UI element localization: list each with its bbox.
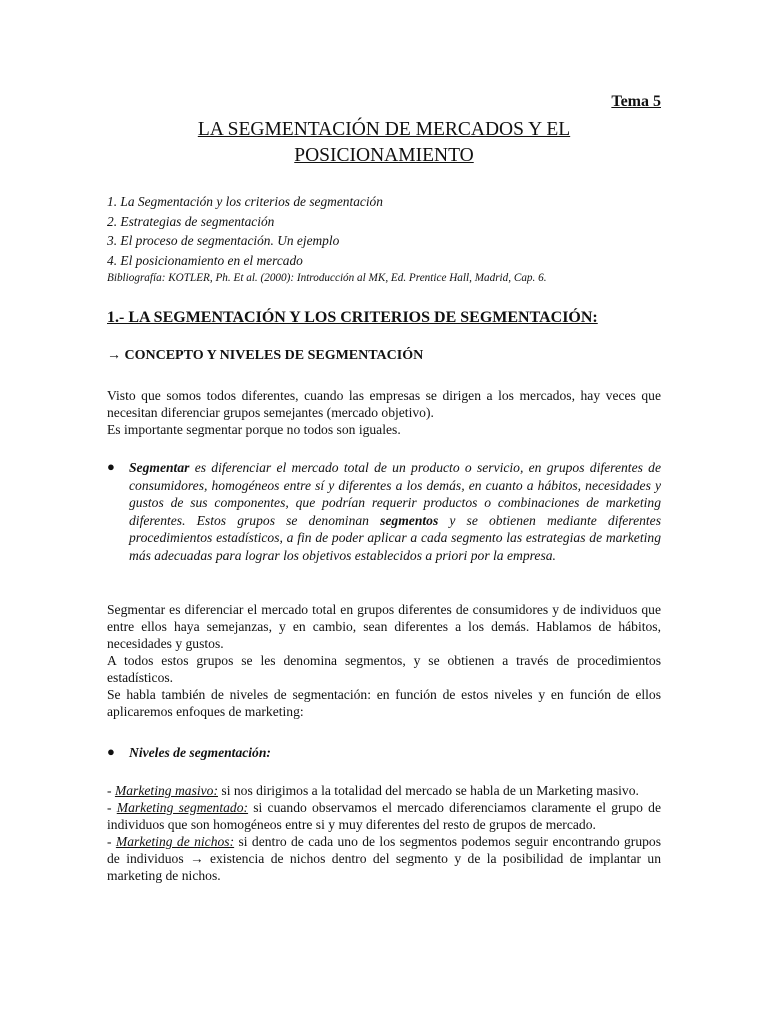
definition-part-1: es diferenciar el mercado total de un producto o servicio, en grupos diferentes de consumidores, homogéneos entre sí y diferentes a los demás, en cuanto a hábitos, necesidades y gustos de sus componentes, que podrían requerir productos o combinaciones de marketing diferentes. Estos grupos se denominan xyxy=(129,460,661,528)
term-segmentos: segmentos xyxy=(380,512,439,528)
bullet-icon: ● xyxy=(107,744,115,759)
explanation-paragraph xyxy=(107,601,661,720)
level-item xyxy=(107,782,661,799)
explanation-line: Se habla también de niveles de segmentación: en función de estos niveles y en función de ellos aplicaremos enfoques de marketing: xyxy=(107,687,661,719)
level-term: Marketing segmentado: xyxy=(116,800,249,815)
topic-number: Tema 5 xyxy=(611,93,661,110)
explanation-line: Segmentar es diferenciar el mercado total en grupos diferentes de consumidores y de individuos que entre ellos haya semejanzas, y en cambio, sean diferentes a los demás. Hablamos de hábitos, necesidades y gustos. xyxy=(107,602,661,651)
toc-item: 1. La Segmentación y los criterios de segmentación xyxy=(107,194,383,209)
section-heading: 1.- LA SEGMENTACIÓN Y LOS CRITERIOS DE SEGMENTACIÓN: xyxy=(107,309,598,326)
level-item xyxy=(107,833,661,884)
subsection-heading: → CONCEPTO Y NIVELES DE SEGMENTACIÓN xyxy=(107,348,424,363)
toc-item: 2. Estrategias de segmentación xyxy=(107,213,275,229)
explanation-line: A todos estos grupos se les denomina segmentos, y se obtienen a través de procedimientos estadísticos. xyxy=(107,653,661,685)
page-title xyxy=(107,117,661,169)
level-text: si dentro de cada uno de los segmentos podemos seguir encontrando grupos de individuos → existencia de nichos dentro del segmento y de la posibilidad de implantar un marketing de nichos. xyxy=(107,834,661,883)
title-line-2: POSICIONAMIENTO xyxy=(294,145,474,166)
level-term: Marketing masivo: xyxy=(114,783,218,798)
levels-list xyxy=(107,782,661,884)
level-text: si cuando observamos el mercado diferenciamos claramente el grupo de individuos que son homogéneos entre si y muy diferentes del resto de grupos de mercado. xyxy=(107,800,661,832)
levels-heading: Niveles de segmentación: xyxy=(129,745,271,760)
term-segmentar: Segmentar xyxy=(129,460,190,475)
definition-text xyxy=(129,459,661,564)
bibliography: Bibliografía: KOTLER, Ph. Et al. (2000): Introducción al MK, Ed. Prentice Hall, Madrid, Cap. 6. xyxy=(107,272,547,284)
table-of-contents xyxy=(107,192,667,286)
toc-item: 3. El proceso de segmentación. Un ejemplo xyxy=(107,233,340,248)
intro-paragraph xyxy=(107,387,661,438)
bullet-icon: ● xyxy=(107,459,115,474)
intro-line: Es importante segmentar porque no todos son iguales. xyxy=(107,422,401,437)
toc-item: 4. El posicionamiento en el mercado xyxy=(107,252,303,268)
level-prefix: - xyxy=(107,800,117,815)
level-prefix: - xyxy=(107,834,116,849)
level-term: Marketing de nichos: xyxy=(115,834,235,849)
level-prefix: - xyxy=(107,783,115,798)
intro-line: Visto que somos todos diferentes, cuando las empresas se dirigen a los mercados, hay veces que necesitan diferenciar grupos semejantes (mercado objetivo). xyxy=(107,388,661,420)
level-item xyxy=(107,799,661,833)
definition-part-2: y se obtienen mediante diferentes procedimientos estadísticos, a fin de poder aplicar a cada segmento las estrategias de marketing más adecuadas para lograr los objetivos establecidos a priori por la empresa. xyxy=(129,512,662,563)
title-line-1: LA SEGMENTACIÓN DE MERCADOS Y EL xyxy=(197,119,571,140)
level-text: si nos dirigimos a la totalidad del mercado se habla de un Marketing masivo. xyxy=(218,783,639,798)
